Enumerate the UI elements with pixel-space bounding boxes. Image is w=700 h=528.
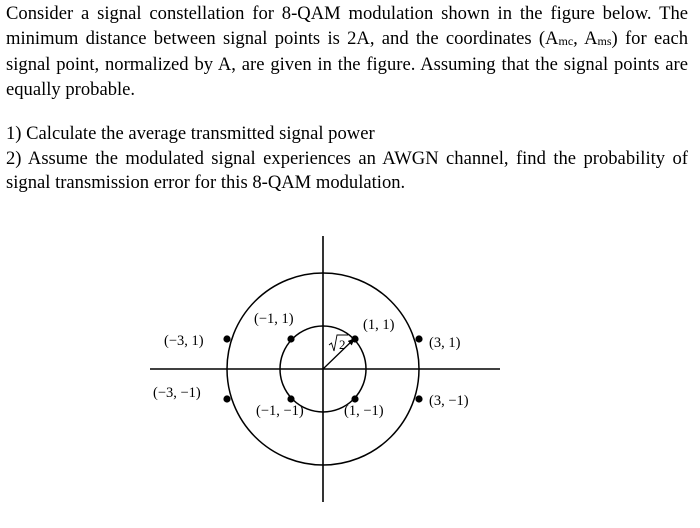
signal-point-3-minus1	[415, 395, 422, 402]
intro-text-end: ) for each signal point, normalized by A, are given in the figure. Assuming that the signal points are equally probable.	[6, 27, 688, 100]
question-1: 1) Calculate the average transmitted signal power	[6, 123, 375, 144]
radius-value: 2	[339, 337, 346, 352]
point-label-minus1-minus1: (−1, −1)	[256, 403, 304, 419]
point-label-3-minus1: (3, −1)	[429, 393, 469, 409]
intro-text-mid: , A	[573, 27, 598, 49]
axes	[150, 236, 500, 502]
intro-text-start: Consider a signal constellation for 8-QAM modulation shown in the figure below. The minimum distance between signal points is 2A, and the coordinates (A	[6, 3, 688, 49]
signal-point-minus1-1	[287, 335, 294, 342]
point-label-minus3-1: (−3, 1)	[164, 333, 204, 349]
point-label-1-minus1: (1, −1)	[344, 403, 384, 419]
question-2: 2) Assume the modulated signal experiences an AWGN channel, find the probability of signal transmission error for this 8-QAM modulation.	[6, 147, 688, 193]
signal-point-minus3-minus1	[223, 395, 230, 402]
point-label-minus1-1: (−1, 1)	[254, 311, 294, 327]
signal-point-3-1	[415, 335, 422, 342]
radius-label	[329, 335, 348, 352]
point-label-1-1: (1, 1)	[363, 317, 395, 333]
signal-point-1-minus1	[351, 395, 358, 402]
point-label-minus3-minus1: (−3, −1)	[153, 385, 201, 401]
subscript-mc: mc	[558, 33, 574, 48]
signal-point-minus3-1	[223, 335, 230, 342]
signal-point-1-1	[351, 335, 358, 342]
subscript-ms: ms	[597, 33, 612, 48]
signal-point-minus1-minus1	[287, 395, 294, 402]
point-label-3-1: (3, 1)	[429, 335, 461, 351]
